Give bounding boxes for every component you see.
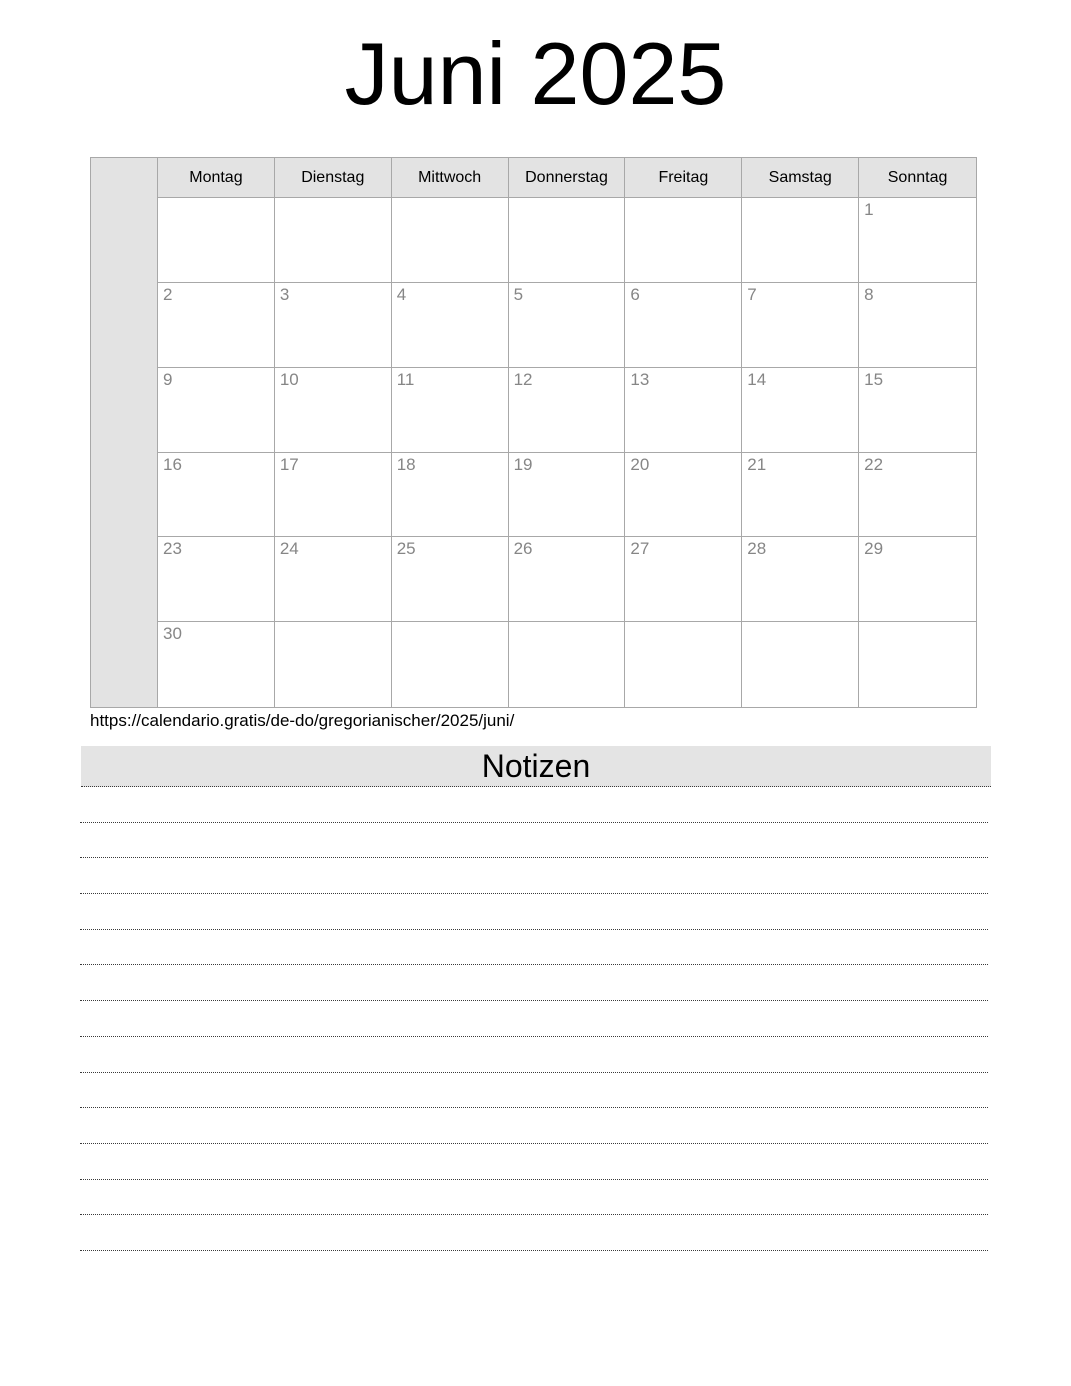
date-number: 18: [396, 454, 416, 474]
calendar-day-cell: [275, 283, 392, 368]
date-number: 30: [163, 624, 182, 644]
calendar-day-cell: [392, 198, 509, 283]
date-number: 19: [513, 454, 533, 474]
weekday-header-montag: Montag: [158, 158, 275, 198]
calendar-day-cell: [509, 198, 626, 283]
date-number: 22: [864, 454, 884, 474]
date-number: 17: [279, 454, 299, 474]
date-number: 11: [396, 369, 415, 389]
date-number: 14: [747, 369, 767, 389]
calendar-day-cell: [158, 537, 275, 622]
calendar-day-cell: [275, 368, 392, 453]
note-line: [80, 1108, 988, 1144]
date-number: 9: [163, 369, 173, 389]
calendar-day-cell: [392, 537, 509, 622]
calendar-day-cell: [859, 453, 976, 538]
note-line: [80, 1215, 988, 1251]
weekday-header-donnerstag: Donnerstag: [509, 158, 626, 198]
calendar-day-cell: [275, 198, 392, 283]
calendar-day-cell: [742, 198, 859, 283]
calendar-day-cell: [859, 537, 976, 622]
date-number: 21: [747, 454, 767, 474]
calendar-day-cell: [742, 368, 859, 453]
calendar-day-cell: [158, 198, 275, 283]
calendar-day-cell: [742, 622, 859, 707]
calendar-day-cell: [859, 622, 976, 707]
weekday-header-sonntag: Sonntag: [859, 158, 976, 198]
note-line: [80, 930, 988, 966]
calendar-day-cell: [392, 368, 509, 453]
calendar-day-cell: [859, 283, 976, 368]
weekday-header-samstag: Samstag: [742, 158, 859, 198]
calendar-day-cell: [742, 453, 859, 538]
date-number: 23: [163, 539, 182, 559]
note-line: [80, 823, 988, 859]
calendar-day-cell: [625, 453, 742, 538]
weekday-header-freitag: Freitag: [625, 158, 742, 198]
date-number: 6: [630, 284, 640, 304]
date-number: 5: [513, 284, 524, 304]
date-number: 3: [279, 284, 290, 304]
date-number: 27: [630, 539, 650, 559]
calendar-day-cell: [158, 368, 275, 453]
note-line: [80, 858, 988, 894]
calendar-day-cell: [392, 622, 509, 707]
notes-header-bar: [81, 746, 991, 787]
calendar-day-cell: [509, 622, 626, 707]
calendar-day-cell: [392, 283, 509, 368]
calendar-day-cell: [275, 453, 392, 538]
note-line: [80, 1144, 988, 1180]
date-number: 1: [864, 200, 874, 219]
note-line: [80, 1073, 988, 1109]
calendar-day-cell: [392, 453, 509, 538]
date-number: 28: [747, 539, 767, 559]
calendar-day-cell: [742, 537, 859, 622]
date-number: 25: [396, 539, 416, 559]
calendar-day-cell: [625, 283, 742, 368]
calendar-grid: [90, 157, 977, 708]
calendar-day-cell: [509, 453, 626, 538]
calendar-day-cell: [859, 368, 976, 453]
calendar-day-cell: [509, 283, 626, 368]
date-number: 10: [279, 369, 299, 389]
calendar-day-cell: [275, 537, 392, 622]
date-number: 26: [513, 539, 533, 559]
calendar-day-cell: [742, 283, 859, 368]
date-number: 29: [864, 539, 884, 559]
calendar-day-cell: [625, 622, 742, 707]
date-number: 15: [864, 369, 884, 389]
source-url-text: https://calendario.gratis/de-do/gregorianischer/2025/juni/: [90, 711, 515, 730]
note-line: [80, 894, 988, 930]
date-number: 20: [630, 454, 650, 474]
calendar-day-cell: [509, 537, 626, 622]
date-number: 8: [864, 284, 874, 304]
weekday-header-dienstag: Dienstag: [275, 158, 392, 198]
date-number: 13: [630, 369, 650, 389]
calendar-day-cell: [625, 537, 742, 622]
note-line: [80, 1037, 988, 1073]
calendar-day-cell: [158, 283, 275, 368]
weekday-header-mittwoch: Mittwoch: [392, 158, 509, 198]
note-line: [80, 787, 988, 823]
calendar-day-cell: [509, 368, 626, 453]
date-number: 7: [747, 284, 757, 304]
calendar-day-cell: [625, 368, 742, 453]
calendar-day-cell: [625, 198, 742, 283]
calendar-day-cell: [158, 453, 275, 538]
calendar-day-cell: [158, 622, 275, 707]
note-line: [80, 1180, 988, 1216]
notes-lines: [80, 787, 988, 1251]
week-gutter-column: [91, 158, 158, 707]
date-number: 4: [396, 284, 407, 304]
date-number: 2: [163, 284, 173, 304]
date-number: 16: [163, 454, 182, 474]
notes-title: Notizen: [481, 748, 591, 784]
date-number: 12: [513, 369, 533, 389]
page-title: Juni 2025: [344, 24, 727, 123]
date-number: 24: [279, 539, 299, 559]
note-line: [80, 1001, 988, 1037]
note-line: [80, 965, 988, 1001]
calendar-day-cell: [275, 622, 392, 707]
calendar-day-cell: [859, 198, 976, 283]
